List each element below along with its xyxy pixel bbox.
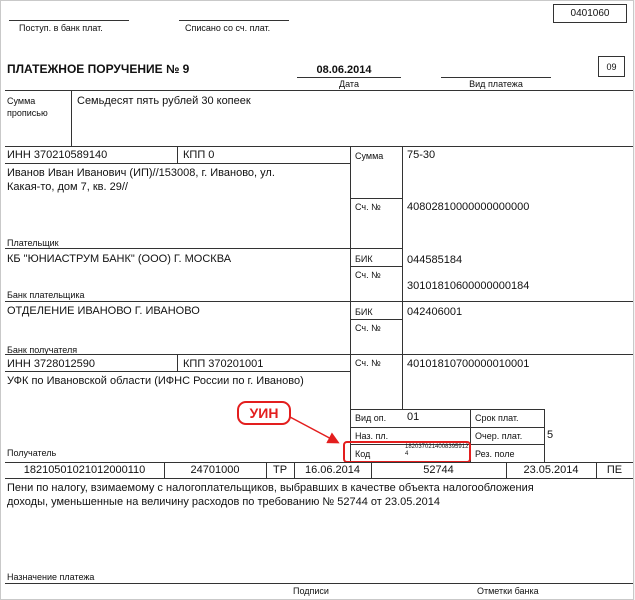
payer-account-label: Сч. № <box>355 202 381 212</box>
priority-label: Очер. плат. <box>475 431 523 441</box>
purpose-line1: Пени по налогу, взимаемому с налогоплательщиков, выбравших в качестве объекта налогообложения <box>7 482 534 494</box>
payer-label: Плательщик <box>7 238 59 248</box>
payment-kind-label: Вид платежа <box>469 79 523 89</box>
amount-label: Сумма <box>355 151 384 161</box>
received-label: Поступ. в банк плат. <box>19 23 103 33</box>
op-type-label: Вид оп. <box>355 413 387 423</box>
tax-kbk: 18210501021012000110 <box>23 464 146 476</box>
payee-account: 40101810700000010001 <box>407 358 530 370</box>
tax-period: 16.06.2014 <box>304 464 361 476</box>
payee-bank-bik: 042406001 <box>407 306 463 318</box>
code-label: Код <box>355 449 371 459</box>
payer-inn: ИНН 370210589140 <box>7 149 108 161</box>
purpose-line2: доходы, уменьшенные на величину расходов по требованию № 52744 от 23.05.2014 <box>7 496 440 508</box>
purpose-code-label: Наз. пл. <box>355 431 389 441</box>
tax-doc-date: 23.05.2014 <box>523 464 579 476</box>
uin-label: УИН <box>249 405 279 421</box>
uin-arrow <box>1 1 633 599</box>
payer-bank-account-label: Сч. № <box>355 270 381 280</box>
payee-bank-label: Банк получателя <box>7 345 78 355</box>
tax-doc-number: 52744 <box>423 464 454 476</box>
payer-bank-name: КБ "ЮНИАСТРУМ БАНК" (ООО) Г. МОСКВА <box>7 253 232 265</box>
amount-words-label: Сумма прописью <box>7 96 48 118</box>
tax-basis: ТР <box>272 464 288 476</box>
tax-payment-type: ПЕ <box>606 464 623 476</box>
term-label: Срок плат. <box>475 413 519 423</box>
payee-inn: ИНН 3728012590 <box>7 358 96 370</box>
signatures-label: Подписи <box>293 586 329 596</box>
payer-bank-bik-label: БИК <box>355 254 373 264</box>
op-type: 01 <box>407 411 420 423</box>
payee-bank-account-label: Сч. № <box>355 323 381 333</box>
order-date: 08.06.2014 <box>316 64 372 76</box>
status-code: 09 <box>606 62 617 72</box>
bank-marks-label: Отметки банка <box>477 586 539 596</box>
tax-oktmo: 24701000 <box>190 464 240 476</box>
payee-bank-name: ОТДЕЛЕНИЕ ИВАНОВО Г. ИВАНОВО <box>7 305 200 317</box>
amount-words-value: Семьдесят пять рублей 30 копеек <box>77 95 251 107</box>
payer-bank-label: Банк плательщика <box>7 290 85 300</box>
date-label: Дата <box>339 79 359 89</box>
payee-bank-bik-label: БИК <box>355 307 373 317</box>
form-code: 0401060 <box>570 8 610 19</box>
payee-label: Получатель <box>7 448 57 458</box>
payer-kpp: КПП 0 <box>183 149 215 161</box>
purpose-label: Назначение платежа <box>7 572 95 582</box>
amount-value: 75-30 <box>407 149 436 161</box>
payee-name: УФК по Ивановской области (ИФНС России по г. Иваново) <box>7 375 304 387</box>
payee-account-label: Сч. № <box>355 358 381 368</box>
reserve-label: Рез. поле <box>475 449 515 459</box>
payer-account: 40802810000000000000 <box>407 201 530 213</box>
debited-label: Списано со сч. плат. <box>185 23 271 33</box>
priority: 5 <box>547 429 554 441</box>
payer-bank-account: 30101810600000000184 <box>407 280 530 292</box>
payee-kpp: КПП 370201001 <box>183 358 264 370</box>
payer-bank-bik: 044585184 <box>407 254 463 266</box>
payer-name-line2: Какая-то, дом 7, кв. 29// <box>7 181 128 193</box>
payer-name-line1: Иванов Иван Иванович (ИП)//153008, г. Иваново, ул. <box>7 167 275 179</box>
code-value: 18203702140083959124 <box>405 444 469 457</box>
code-highlight <box>343 441 471 463</box>
page-title: ПЛАТЕЖНОЕ ПОРУЧЕНИЕ № 9 <box>7 62 190 76</box>
